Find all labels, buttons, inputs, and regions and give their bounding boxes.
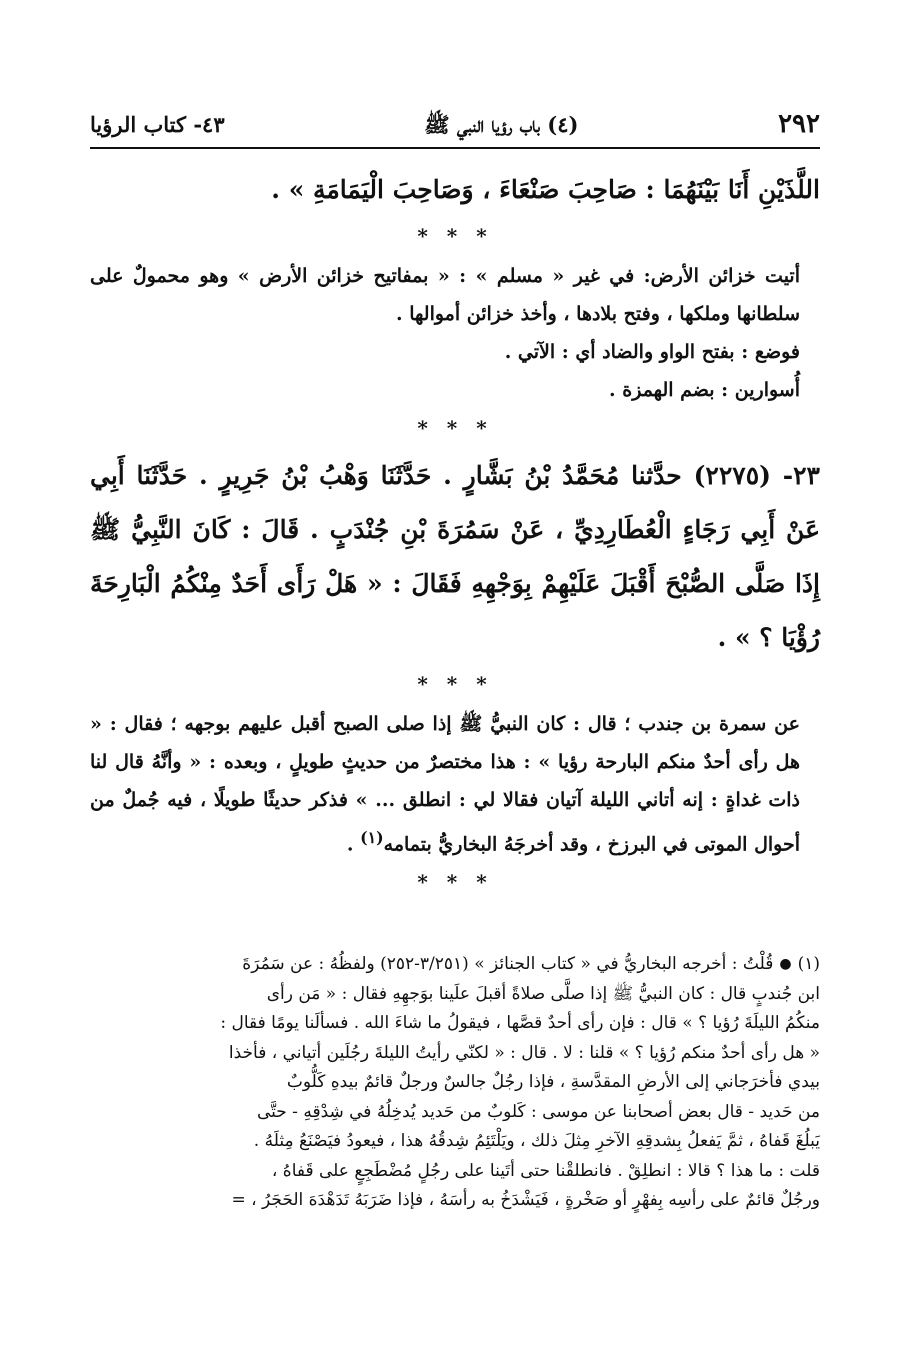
- hadith-block: [90, 449, 820, 665]
- section-separator: * * *: [417, 416, 493, 440]
- commentary-paragraph: أتيت خزائن الأرض: في غير « مسلم » : « بمفاتيح خزائن الأرض » وهو محمولٌ على سلطانها وملكها ، وفتح بلادها ، وأخذ خزائن أموالها .: [90, 265, 800, 325]
- commentary-paragraph: [90, 705, 820, 863]
- footnotes: [90, 950, 820, 1216]
- section-separator: * * *: [417, 870, 493, 895]
- commentary-paragraph: فوضع : بفتح الواو والضاد أي : الآتي .: [504, 341, 800, 363]
- footnote-line: قلت : ما هذا ؟ قالا : انطلِقْ . فانطلقْنا حتى أتَينا على رجُلٍ مُضْطَجِعٍ على قَفاهُ ،: [271, 1160, 820, 1181]
- commentary-1: [90, 257, 820, 409]
- chapter-title: (٤) باب رؤيا النبي ﷺ: [424, 112, 579, 137]
- running-header: [90, 108, 820, 149]
- footnote-line: ابن جُندبٍ قال : كان النبيُّ ﷺ إذا صلَّى صلاةً أقبلَ علَينا بوَجهِهِ فقال : « مَن رأى: [266, 983, 820, 1004]
- footnote-line: منكُمُ الليلَةَ رُؤيا ؟ » قال : فإن رأى أحدٌ قصَّها ، فيقولُ ما شاءَ الله . فسألَنا يومًا فقال :: [220, 1013, 820, 1033]
- book-title: ٤٣- كتاب الرؤيا: [90, 112, 225, 137]
- footnote-item: [90, 950, 820, 980]
- commentary-paragraph: أُسوارين : بضم الهمزة .: [609, 379, 800, 401]
- footnote-line: بيدي فأخرَجاني إلى الأرضِ المقدَّسةِ ، فإذا رجُلٌ جالسٌ ورجلٌ قائمٌ بيدهِ كَلُّوبٌ: [286, 1072, 820, 1092]
- commentary-text: عن سمرة بن جندب ؛ قال : كان النبيُّ ﷺ إذا صلى الصبح أقبل عليهم بوجهه ؛ فقال : « هل رأى أحدٌ منكم البارحة رؤيا » : هذا مختصرٌ من حديثٍ طويلٍ ، وبعده : « وأنَّهُ قال لنا ذات غداةٍ : إنه أتاني الليلة آتيان فقالا لي : انطلق ... » فذكر حديثًا طويلًا ، فيه جُملٌ من أحوال الموتى في البرزخ ، وقد أخرجَهُ البخاريُّ بتمامه: [90, 713, 800, 856]
- section-separator: * * *: [417, 224, 493, 248]
- footnote-line: ورجُلٌ قائمٌ على رأسِه بِفهْرٍ أو صَخْرةٍ ، فَيَشْدَخُ به رأسَهُ ، فإذا ضَرَبَهُ تَدَهْدَهَ الحَجَرُ ، =: [231, 1190, 820, 1210]
- section-separator: * * *: [417, 672, 493, 696]
- page-number: ٢٩٢: [778, 109, 820, 139]
- hadith-number: ٢٣- (٢٢٧٥): [693, 461, 820, 490]
- hadith-body: حدَّثنا مُحَمَّدُ بْنُ بَشَّارٍ . حَدَّثَنَا وَهْبُ بْنُ جَرِيرٍ . حَدَّثَنَا أَبِي عَنْ أَبِي رَجَاءٍ الْعُطَارِدِيِّ ، عَنْ سَمُرَةَ بْنِ جُنْدَبٍ . قَالَ : كَانَ النَّبِيُّ ﷺ إِذَا صَلَّى الصُّبْحَ أَقْبَلَ عَلَيْهِمْ بِوَجْهِهِ فَقَالَ : « هَلْ رَأَى أَحَدٌ مِنْكُمُ الْبَارِحَةَ رُؤْيَا ؟ » .: [90, 461, 820, 652]
- footnote-line: من حَديد - قال بعض أصحابنا عن موسى : كَلوبٌ من حَديد يُدخِلُهُ في شِدْقِهِ - حتَّى: [256, 1101, 820, 1122]
- footnote-reference[interactable]: (١): [360, 828, 384, 847]
- bullet-icon: ●: [779, 956, 792, 972]
- footnote-marker: (١): [797, 954, 820, 974]
- footnote-line: يَبلُغَ قَفاهُ ، ثمَّ يَفعلُ بِشدقِهِ الآخرِ مِثلَ ذلك ، ويَلْتَئِمُ شِدقُهُ هذا ، فيعودُ فيَصْنَعُ مِثلَهُ .: [253, 1131, 820, 1151]
- page-content: [90, 108, 820, 903]
- footnote-line: قُلْتُ : أخرجه البخاريُّ في « كتاب الجنائز » (٣/٢٥١-٢٥٢) ولفظُهُ : عن سَمُرَةَ: [242, 954, 774, 974]
- commentary-2: [90, 705, 820, 863]
- commentary-end: .: [346, 833, 361, 856]
- footnote-line: « هل رأى أحدٌ منكم رُؤيا ؟ » قلنا : لا . قال : « لكنّي رأيتُ الليلةَ رجُلَين أتياني ، فأخذا: [228, 1042, 820, 1063]
- previous-hadith-end: اللَّذَيْنِ أَنَا بَيْنَهُمَا : صَاحِبَ صَنْعَاءَ ، وَصَاحِبَ الْيَمَامَةِ » .: [271, 175, 820, 204]
